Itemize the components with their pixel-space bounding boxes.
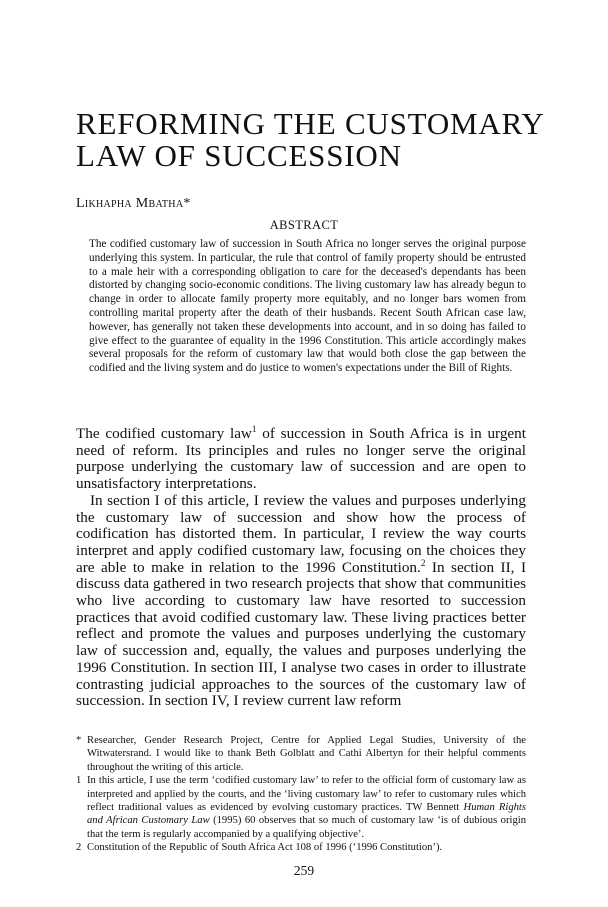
body-text — [76, 423, 527, 710]
body-text-run: The codified customary law — [76, 425, 252, 442]
page-number: 259 — [293, 863, 315, 878]
footnote-author — [76, 734, 526, 774]
footnote-text: Researcher, Gender Research Project, Centre for Applied Legal Studies, University of the Witwatersrand. I would like to thank Beth Golblatt and Cathi Albertyn for their helpful comments throughout the writing of this article. — [87, 735, 526, 773]
body-text-run: In section II, I discuss data gathered in two research projects that show that communities who live according to customary law have resorted to succession practices that avoid codified customary law. These living practices better reflect and promote the values and purposes underlying the customary law of succession and, equally, the values and purposes underlying the 1996 Constitution. In section III, I analyse two cases in order to illustrate contrasting judicial approaches to the sources of the customary law of succession. In section IV, I review current law reform — [76, 558, 527, 710]
footnote-ref-2[interactable]: 2 — [420, 557, 426, 568]
title-line-1: REFORMING THE CUSTOMARY — [76, 106, 545, 141]
author-name — [76, 196, 191, 212]
title-line-2: LAW OF SUCCESSION — [76, 138, 402, 173]
author-footnote-mark: * — [183, 196, 191, 211]
body-text-run: of succession in South Africa is in urgent need of reform. Its principles and rules no longer serve the original purpose underlying the customary law of succession and are open to unsatisfactory interpretations. — [76, 425, 526, 493]
body-text-run: In section I of this article, I review the values and purposes underlying the customary law of succession and show how the process of codification has distorted them. In particular, I review the way courts interpret and apply codified customary law, focusing on the choices they are able to make in relation to the 1996 Constitution. — [76, 491, 526, 576]
footnote-mark: * — [76, 735, 82, 746]
cited-work-title: Human Rights and African Customary Law — [87, 802, 526, 827]
footnote-2 — [76, 841, 526, 854]
article-title — [76, 108, 556, 172]
footnote-mark: 2 — [76, 842, 82, 854]
footnote-1 — [76, 774, 526, 841]
footnote-text-run: (1995) 60 observes that so much of customary law ‘is of dubious origin that the term is regularly accompanied by a qualifying objective’. — [87, 815, 526, 840]
body-paragraph-1 — [76, 423, 526, 493]
footnotes — [76, 734, 526, 855]
abstract-heading: ABSTRACT — [269, 218, 339, 232]
author-text: Likhapha Mbatha — [76, 196, 184, 211]
abstract-text: The codified customary law of succession in South Africa no longer serves the original purpose underlying this system. In particular, the rule that control of family property should be entrusted to a male heir with a corresponding obligation to care for the deceased's dependants has been distorted by changing socio-economic conditions. The living customary law has already begun to change in order to allocate family property more equitably, and no longer bars women from controlling marital property after the death of their husbands. Recent South African case law, however, has generally not taken these developments into account, and in so doing has failed to give effect to the guarantee of equality in the 1996 Constitution. This article accordingly makes several proposals for the reform of customary law that would both close the gap between the codified and the living system and do justice to women's expectations under the Bill of Rights. — [89, 238, 526, 375]
footnote-mark: 1 — [76, 775, 82, 787]
footnote-text — [87, 774, 526, 841]
footnote-ref-1[interactable]: 1 — [251, 423, 257, 434]
footnote-text-run: In this article, I use the term ‘codified customary law’ to refer to the official form of customary law as interpreted and applied by the courts, and the ‘living customary law’ to refer to customary rules which reflect traditional values as evidenced by evolving customary practices. TW Bennett — [87, 775, 526, 814]
footnote-text: Constitution of the Republic of South Africa Act 108 of 1996 (‘1996 Constitution’). — [87, 842, 443, 854]
body-paragraph-2 — [76, 493, 526, 710]
